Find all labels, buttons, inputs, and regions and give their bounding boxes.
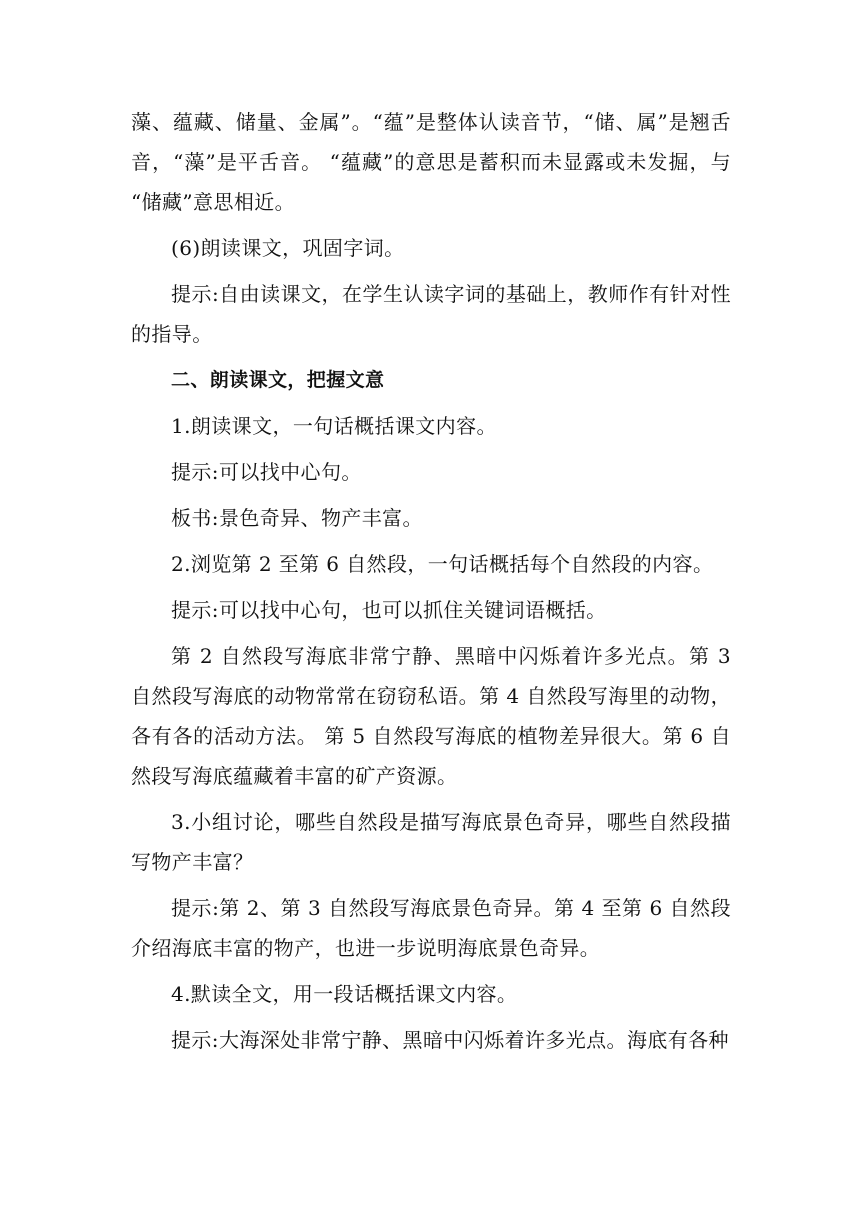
paragraph-8: 2.浏览第 2 至第 6 自然段，一句话概括每个自然段的内容。 [171, 552, 714, 576]
paragraph-9: 提示:可以找中心句，也可以抓住关键词语概括。 [171, 598, 607, 622]
section-heading: 二、朗读课文，把握文意 [171, 369, 385, 391]
paragraph-12: 提示:第 2、第 3 自然段写海底景色奇异。第 4 至第 6 自然段介绍海底丰富的物产，也进一步说明海底景色奇异。 [131, 896, 731, 960]
paragraph-7: 板书:景色奇异、物产丰富。 [171, 506, 423, 530]
paragraph-5: 1.朗读课文，一句话概括课文内容。 [171, 414, 497, 438]
paragraph-10: 第 2 自然段写海底非常宁静、黑暗中闪烁着许多光点。第 3 自然段写海底的动物常常在窃窃私语。第 4 自然段写海里的动物，各有各的活动方法。 第 5 自然段写海底的植物差异很大。第 6 自然段写海底蕴藏着丰富的矿产资源。 [131, 644, 731, 788]
document-body [131, 102, 731, 1066]
paragraph-1: 藻、蕴藏、储量、金属”。“蕴”是整体认读音节，“储、属”是翘舌音，“藻”是平舌音。 “蕴藏”的意思是蓄积而未显露或未发掘，与 “储藏”意思相近。 [131, 110, 731, 214]
paragraph-13: 4.默读全文，用一段话概括课文内容。 [171, 982, 518, 1006]
paragraph-6: 提示:可以找中心句。 [171, 460, 362, 484]
paragraph-3: 提示:自由读课文，在学生认读字词的基础上，教师作有针对性的指导。 [131, 282, 731, 346]
paragraph-2: (6)朗读课文，巩固字词。 [171, 236, 405, 260]
paragraph-14: 提示:大海深处非常宁静、黑暗中闪烁着许多光点。海底有各种 [171, 1028, 729, 1052]
paragraph-11: 3.小组讨论，哪些自然段是描写海底景色奇异，哪些自然段描写物产丰富？ [131, 810, 731, 874]
